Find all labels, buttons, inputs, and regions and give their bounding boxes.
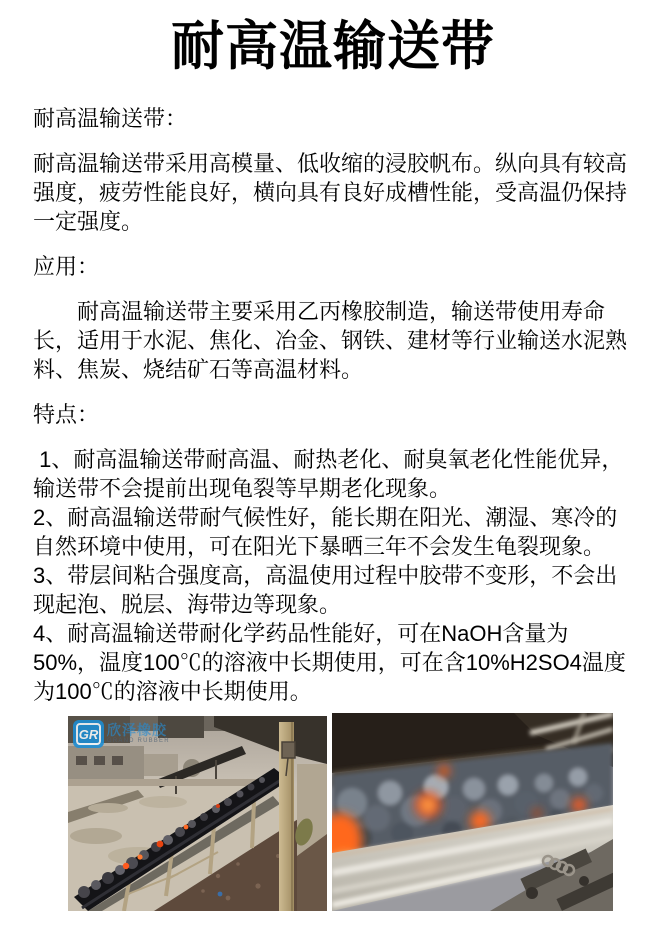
feature-item: 3、带层间粘合强度高，高温使用过程中胶带不变形，不会出现起泡、脱层、海带边等现象。 [33, 563, 618, 617]
article-body [0, 82, 666, 706]
application-paragraph: 耐高温输送带主要采用乙丙橡胶制造，输送带使用寿命长，适用于水泥、焦化、冶金、钢铁、建材等行业输送水泥熟料、焦炭、烧结矿石等高温材料。 [33, 299, 628, 382]
brand-name-cn: 欣泽橡胶 [107, 722, 167, 738]
feature-item: 1、耐高温输送带耐高温、耐热老化、耐臭氧老化性能优异，输送带不会提前出现龟裂等早期老化现象。 [33, 447, 624, 501]
intro-paragraph: 耐高温输送带采用高模量、低收缩的浸胶帆布。纵向具有较高强度，疲劳性能良好，横向具有良好成槽性能，受高温仍保持一定强度。 [33, 151, 628, 234]
hot-material-photo [332, 713, 613, 911]
feature-item: 2、耐高温输送带耐气候性好，能长期在阳光、潮湿、寒冷的自然环境中使用，可在阳光下暴晒三年不会发生龟裂现象。 [33, 505, 618, 559]
worker-speck [218, 892, 223, 897]
feature-item: 4、耐高温输送带耐化学药品性能好，可在NaOH含量为50%，温度100℃的溶液中长期使用，可在含10%H2SO4温度为100℃的溶液中长期使用。 [33, 621, 626, 704]
features-heading: 特点： [33, 402, 100, 427]
brand-name-en: GRAND RUBBER [107, 738, 170, 744]
conveyor-site-illustration [68, 716, 327, 911]
brand-monogram: GR [78, 726, 99, 742]
photo-row [68, 713, 666, 911]
intro-heading: 耐高温输送带： [33, 106, 188, 131]
hot-material-illustration [332, 713, 613, 911]
conveyor-site-photo [68, 716, 327, 911]
page-title: 耐高温输送带 [171, 17, 495, 76]
application-heading: 应用： [33, 254, 100, 279]
